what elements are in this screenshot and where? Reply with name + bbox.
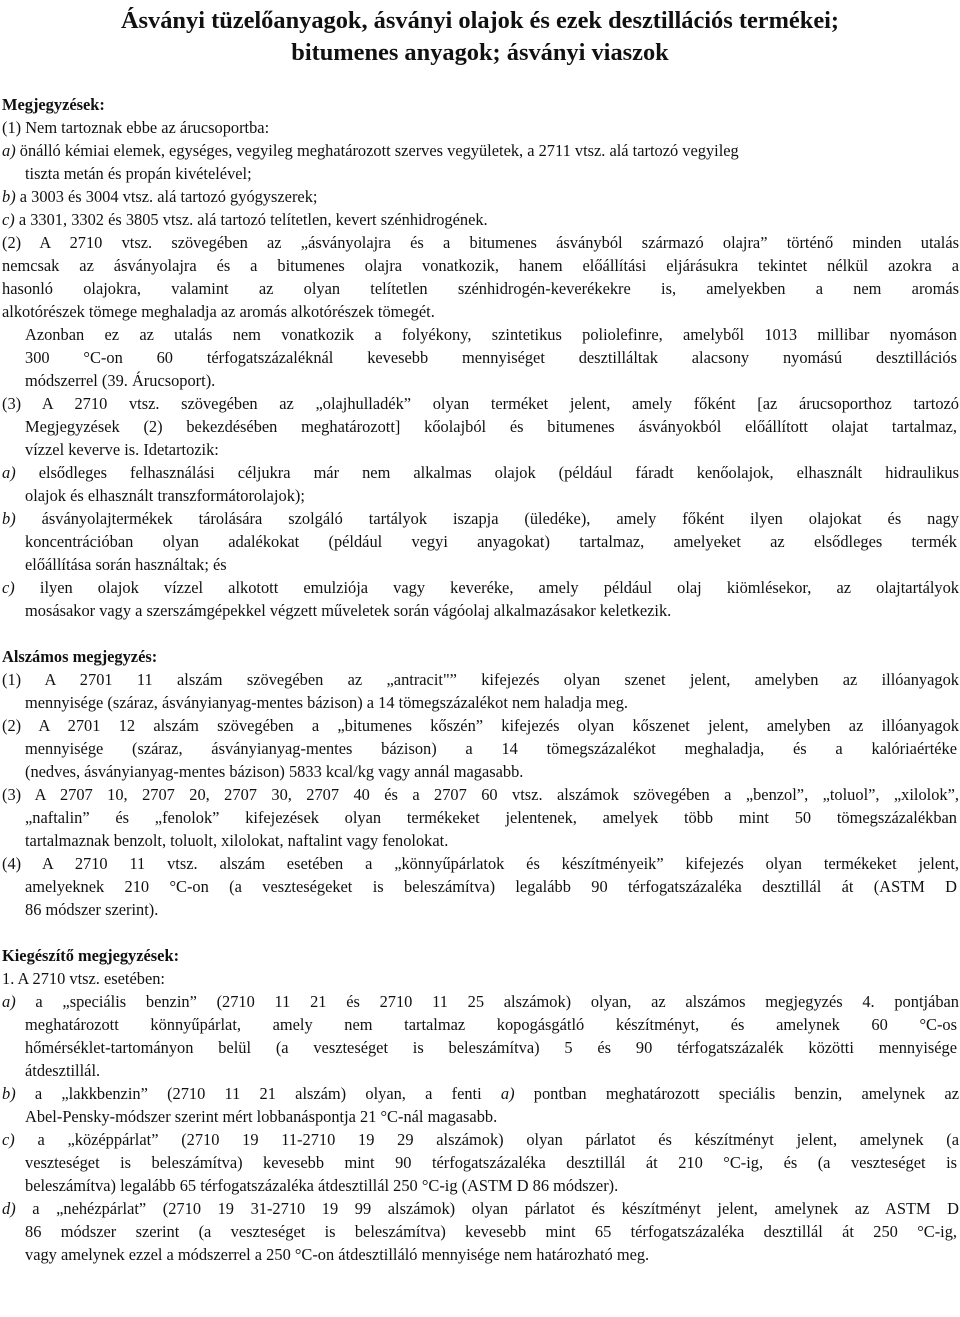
note-3-item-a [2,461,959,484]
document-title-line-2: bitumenes anyagok; ásványi viaszok [291,39,669,66]
item-label: d) [2,1199,16,1218]
note-2-text: alkotórészek tömege meghaladja az aromás alkotórészek tömegét. [2,302,435,321]
additional-note-b-cont: Abel-Pensky-módszer szerint mért lobbanáspontja 21 °C-nál magasabb. [25,1107,498,1126]
additional-note-a [2,990,959,1013]
note-3-text: Megjegyzések (2) bekezdésében meghatározott] kőolajból és bitumenes ásványokból előállított olajat tartalmaz, [25,417,957,436]
additional-note-c-cont: veszteséget is beleszámítva) kevesebb mint 90 térfogatszázaléka desztillál át 210 °C-ig, és (a veszteséget is [25,1153,957,1172]
item-label: c) [2,210,15,229]
note-3-item-b [2,507,959,530]
note-1-item-a-cont: tiszta metán és propán kivételével; [25,164,252,183]
note-2-text: hasonló olajokra, valamint az olyan telítetlen szénhidrogén-keverékekre is, amelyekben a nem aromás [2,279,959,298]
subheading-note-2: mennyisége (száraz, ásványianyag-mentes bázison) a 14 tömegszázalékot meghaladja, és a kalóriaértéke [25,739,957,758]
subheading-note-3: „naftalin” és „fenolok” kifejezések olyan termékeket jelentenek, amelyek több mint 50 tömegszázalékban [25,808,957,827]
item-label: a) [2,992,16,1011]
item-text: a 3003 és 3004 vtsz. alá tartozó gyógyszerek; [19,187,318,206]
note-2-text: módszerrel (39. Árucsoport). [25,371,216,390]
additional-note-d-cont: vagy amelynek ezzel a módszerrel a 250 °C-on átdesztilláló mennyisége nem határozható meg. [25,1245,650,1264]
subheading-note-2: (2) A 2701 12 alszám szövegében a „bitumenes kőszén” kifejezés olyan kőszenet jelent, amelyben az illóanyagok [2,716,959,735]
additional-note-a-cont: meghatározott könnyűpárlat, amely nem tartalmaz kopogásgátló készítményt, és amelynek 60 °C-os [25,1015,957,1034]
note-3-item-a-cont: olajok és elhasznált transzformátorolajok); [25,486,305,505]
item-text: önálló kémiai elemek, egységes, vegyileg meghatározott szerves vegyületek, a 2711 vtsz. alá tartozó vegyileg [19,141,739,160]
item-text: a „középpárlat” (2710 19 11-2710 19 29 alszámok) olyan párlatot és készítményt jelent, amelynek (a [37,1130,959,1149]
item-reference: a) [500,1084,515,1103]
item-text: pontban meghatározott speciális benzin, amelynek az [533,1084,959,1103]
note-3-item-b-cont: előállítása során használtak; és [25,555,227,574]
document-title-line-1: Ásványi tüzelőanyagok, ásványi olajok és ezek desztillációs termékei; [120,7,840,34]
notes-heading: Megjegyzések: [2,95,105,114]
additional-note-d-cont: 86 módszer szerint (a veszteséget is beleszámítva) kevesebb mint 65 térfogatszázaléka desztillál át 250 °C-ig, [25,1222,957,1241]
subheading-note-1: mennyisége (száraz, ásványianyag-mentes bázison) a 14 tömegszázalékot nem haladja meg. [25,693,629,712]
note-3-item-b-cont: koncentrációban olyan adalékokat (például vegyi anyagokat) tartalmaz, amelyeket az elsődleges termék [25,532,957,551]
additional-note-c [2,1128,959,1151]
note-3-text: vízzel keverve is. Idetartozik: [25,440,219,459]
item-text: a „nehézpárlat” (2710 19 31-2710 19 99 alszámok) olyan párlatot és készítményt jelent, amelynek az ASTM D [32,1199,959,1218]
item-label: b) [2,187,16,206]
additional-note-c-cont: beleszámítva) legalább 65 térfogatszázaléka átdesztillál 250 °C-ig (ASTM D 86 módszer). [25,1176,619,1195]
note-1-item-b [2,185,960,208]
note-2-text: 300 °C-on 60 térfogatszázaléknál kevesebb mennyiséget desztilláltak alacsony nyomású desztillációs [25,348,957,367]
item-text: ásványolajtermékek tárolására szolgáló tartályok iszapja (üledéke), amely főként ilyen olajokat és nagy [41,509,959,528]
additional-notes-intro: 1. A 2710 vtsz. esetében: [2,969,165,988]
note-3-item-c-cont: mosásakor vagy a szerszámgépekkel végzett műveletek során vágóolaj alkalmazásakor keletkezik. [25,601,672,620]
note-3-item-c [2,576,959,599]
note-2-text: (2) A 2710 vtsz. szövegében az „ásványolajra és a bitumenes ásványból származó olajra” történő minden utalás [2,233,959,252]
item-text: ilyen olajok vízzel alkotott emulziója vagy keveréke, amely például olaj kiömlésekor, az olajtartályok [39,578,959,597]
subheading-note-3: (3) A 2707 10, 2707 20, 2707 30, 2707 40 és a 2707 60 vtsz. alszámok szövegében a „benzol”, „toluol”, „xilolok”, [2,785,959,804]
item-label: a) [2,463,16,482]
additional-notes-heading: Kiegészítő megjegyzések: [2,946,180,965]
subheading-note-4: (4) A 2710 11 vtsz. alszám esetében a „könnyűpárlatok és készítményeik” kifejezés olyan termékeket jelent, [2,854,959,873]
item-label: b) [2,509,16,528]
subheading-notes-heading: Alszámos megjegyzés: [2,647,158,666]
note-2-text: Azonban ez az utalás nem vonatkozik a folyékony, szintetikus poliolefinre, amelyből 1013 millibar nyomáson [25,325,957,344]
item-label: b) [2,1084,16,1103]
subheading-note-2: (nedves, ásványianyag-mentes bázison) 5833 kcal/kg vagy annál magasabb. [25,762,524,781]
subheading-note-4: amelyeknek 210 °C-on (a veszteségeket is beleszámítva) legalább 90 térfogatszázaléka desztillál át (ASTM D [25,877,957,896]
item-text: elsődleges felhasználási céljukra már nem alkalmas olajok (például fáradt kenőolajok, elhasznált hidraulikus [38,463,959,482]
additional-note-d [2,1197,959,1220]
note-3-text: (3) A 2710 vtsz. szövegében az „olajhulladék” olyan terméket jelent, amely főként [az árucsoporthoz tartozó [2,394,959,413]
item-label: c) [2,1130,15,1149]
additional-note-a-cont: hőmérséklet-tartományon belül (a veszteséget is beleszámítva) 5 és 90 térfogatszázalék közötti mennyisége [25,1038,957,1057]
additional-note-b [2,1082,959,1105]
item-text: a „speciális benzin” (2710 11 21 és 2710 11 25 alszámok) olyan, az alszámos megjegyzés 4. pontjában [35,992,959,1011]
note-1-item-c [2,208,960,231]
item-label: c) [2,578,15,597]
subheading-note-3: tartalmaznak benzolt, toluolt, xilolokat, naftalint vagy fenolokat. [25,831,449,850]
note-1-item-a [2,139,960,162]
additional-note-a-cont: átdesztillál. [25,1061,101,1080]
note-1-intro: (1) Nem tartoznak ebbe az árucsoportba: [2,118,270,137]
item-text: a 3301, 3302 és 3805 vtsz. alá tartozó telítetlen, kevert szénhidrogének. [18,210,488,229]
item-label: a) [2,141,16,160]
subheading-note-4: 86 módszer szerint). [25,900,159,919]
item-text: a „lakkbenzin” (2710 11 21 alszám) olyan, a fenti [34,1084,482,1103]
note-2-text: nemcsak az ásványolajra és a bitumenes olajra vonatkozik, hanem előállítási eljárásukra tekintet nélkül azokra a [2,256,959,275]
subheading-note-1: (1) A 2701 11 alszám szövegében az „antracit"” kifejezés olyan szenet jelent, amelyben az illóanyagok [2,670,959,689]
